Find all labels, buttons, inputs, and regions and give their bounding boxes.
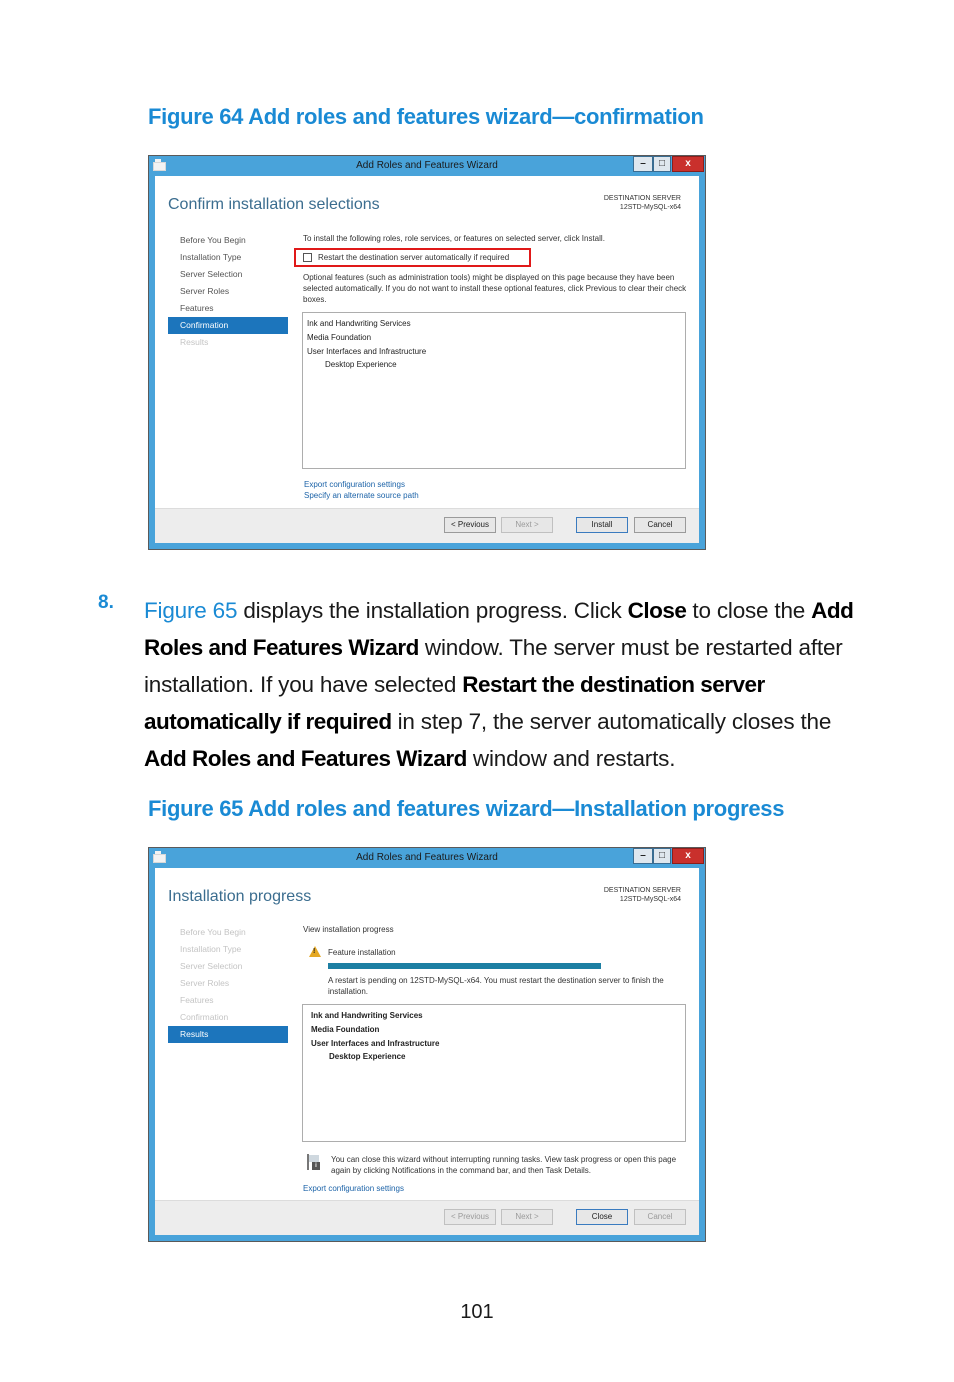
restart-label: Restart the destination server automatically if required bbox=[318, 253, 510, 262]
bold-text: Add Roles and Features Wizard bbox=[144, 746, 467, 771]
figure-65-link[interactable]: Figure 65 bbox=[144, 598, 238, 623]
list-item: User Interfaces and Infrastructure bbox=[307, 347, 427, 356]
close-window-button[interactable]: x bbox=[672, 156, 704, 172]
close-window-button[interactable]: x bbox=[672, 848, 704, 864]
optional-features-text: Optional features (such as administration tools) might be displayed on this page because they have been selected automatically. If you do not want to install these optional features, click Previous to clear their check boxes. bbox=[303, 273, 687, 304]
feature-installation-label: Feature installation bbox=[328, 948, 396, 957]
nav-server-roles[interactable]: Server Roles bbox=[180, 286, 230, 296]
destination-label: DESTINATION SERVER bbox=[603, 195, 681, 202]
text: displays the installation progress. Click bbox=[237, 598, 628, 623]
nav-features[interactable]: Features bbox=[180, 303, 214, 313]
text: window and restarts. bbox=[466, 746, 676, 771]
maximize-button[interactable]: □ bbox=[653, 156, 671, 172]
export-config-link[interactable]: Export configuration settings bbox=[304, 480, 405, 489]
nav-installation-type[interactable]: Installation Type bbox=[180, 252, 242, 262]
wizard-client bbox=[155, 868, 699, 1235]
list-item: Media Foundation bbox=[311, 1025, 380, 1034]
links bbox=[304, 479, 419, 501]
view-progress-label: View installation progress bbox=[303, 925, 394, 934]
window-title: Add Roles and Features Wizard bbox=[356, 160, 498, 171]
selected-features-list[interactable] bbox=[302, 312, 686, 469]
destination-name: 12STD-MySQL-x64 bbox=[619, 204, 681, 211]
list-item: Desktop Experience bbox=[325, 360, 397, 369]
text: window. The server must be restarted after installation. If you have selected bbox=[144, 635, 843, 697]
close-button[interactable]: Close bbox=[576, 1209, 628, 1225]
alternate-source-link[interactable]: Specify an alternate source path bbox=[304, 491, 419, 500]
installation-progress-bar bbox=[328, 963, 601, 969]
page-number: 101 bbox=[460, 1301, 494, 1323]
list-item: Ink and Handwriting Services bbox=[311, 1011, 423, 1020]
cancel-button[interactable]: Cancel bbox=[634, 517, 686, 533]
nav-confirmation: Confirmation bbox=[180, 1012, 229, 1022]
minimize-button[interactable]: – bbox=[633, 848, 653, 864]
page-heading: Installation progress bbox=[168, 888, 312, 905]
bold-text: Restart the destination server automatically if required bbox=[144, 672, 765, 734]
installed-features-list[interactable] bbox=[302, 1004, 686, 1142]
warning-icon: ! bbox=[309, 946, 321, 957]
restart-pending-text: A restart is pending on 12STD-MySQL-x64. You must restart the destination server to finish the installation. bbox=[328, 976, 664, 996]
minimize-button[interactable]: – bbox=[633, 156, 653, 172]
restart-checkbox[interactable] bbox=[303, 253, 312, 262]
bold-text: Add Roles and Features Wizard bbox=[144, 598, 854, 660]
title-bar[interactable] bbox=[149, 848, 705, 868]
wizard-nav bbox=[168, 924, 288, 1043]
wizard-footer bbox=[155, 1200, 699, 1235]
restart-option[interactable] bbox=[303, 252, 509, 263]
previous-button[interactable]: < Previous bbox=[444, 517, 496, 533]
wizard-nav bbox=[168, 232, 288, 351]
cancel-button[interactable]: Cancel bbox=[634, 1209, 686, 1225]
nav-before-you-begin[interactable]: Before You Begin bbox=[180, 235, 246, 245]
maximize-button[interactable]: □ bbox=[653, 848, 671, 864]
title-bar[interactable] bbox=[149, 156, 705, 176]
list-item: Media Foundation bbox=[307, 333, 372, 342]
install-instruction: To install the following roles, role services, or features on selected server, click Install. bbox=[303, 234, 605, 243]
page-heading: Confirm installation selections bbox=[168, 196, 380, 213]
bold-text: Close bbox=[627, 598, 687, 623]
list-item: Desktop Experience bbox=[329, 1052, 406, 1061]
text: to close the bbox=[686, 598, 812, 623]
notification-flag-icon: i bbox=[307, 1154, 321, 1170]
wizard-window-confirmation bbox=[148, 155, 706, 550]
nav-results: Results bbox=[180, 337, 209, 347]
nav-results[interactable]: Results bbox=[168, 1026, 288, 1043]
wizard-footer bbox=[155, 508, 699, 543]
text: in step 7, the server automatically closes the bbox=[391, 709, 832, 734]
list-item: Ink and Handwriting Services bbox=[307, 319, 411, 328]
destination-server bbox=[604, 194, 681, 212]
figure-64-caption: Figure 64 Add roles and features wizard—confirmation bbox=[148, 104, 704, 129]
export-config-link[interactable]: Export configuration settings bbox=[303, 1184, 404, 1193]
list-item: User Interfaces and Infrastructure bbox=[311, 1039, 440, 1048]
next-button[interactable]: Next > bbox=[501, 517, 553, 533]
nav-confirmation[interactable]: Confirmation bbox=[168, 317, 288, 334]
step-8-paragraph bbox=[144, 592, 864, 777]
close-notice-text: You can close this wizard without interrupting running tasks. View task progress or open this page again by clicking Notifications in the command bar, and then Task Details. bbox=[331, 1155, 677, 1175]
nav-server-selection[interactable]: Server Selection bbox=[180, 269, 243, 279]
wizard-client bbox=[155, 176, 699, 543]
nav-server-selection: Server Selection bbox=[180, 961, 243, 971]
destination-label: DESTINATION SERVER bbox=[603, 887, 681, 894]
destination-server bbox=[604, 886, 681, 904]
next-button[interactable]: Next > bbox=[501, 1209, 553, 1225]
previous-button[interactable]: < Previous bbox=[444, 1209, 496, 1225]
figure-65-caption: Figure 65 Add roles and features wizard—Installation progress bbox=[148, 796, 785, 821]
window-title: Add Roles and Features Wizard bbox=[356, 852, 498, 863]
nav-before-you-begin: Before You Begin bbox=[180, 927, 246, 937]
progress-fill bbox=[328, 963, 601, 969]
nav-server-roles: Server Roles bbox=[180, 978, 230, 988]
nav-installation-type: Installation Type bbox=[180, 944, 242, 954]
nav-features: Features bbox=[180, 995, 214, 1005]
install-button[interactable]: Install bbox=[576, 517, 628, 533]
destination-name: 12STD-MySQL-x64 bbox=[619, 896, 681, 903]
confirmation-content bbox=[303, 233, 685, 244]
wizard-window-progress bbox=[148, 847, 706, 1242]
step-number: 8. bbox=[98, 592, 114, 613]
